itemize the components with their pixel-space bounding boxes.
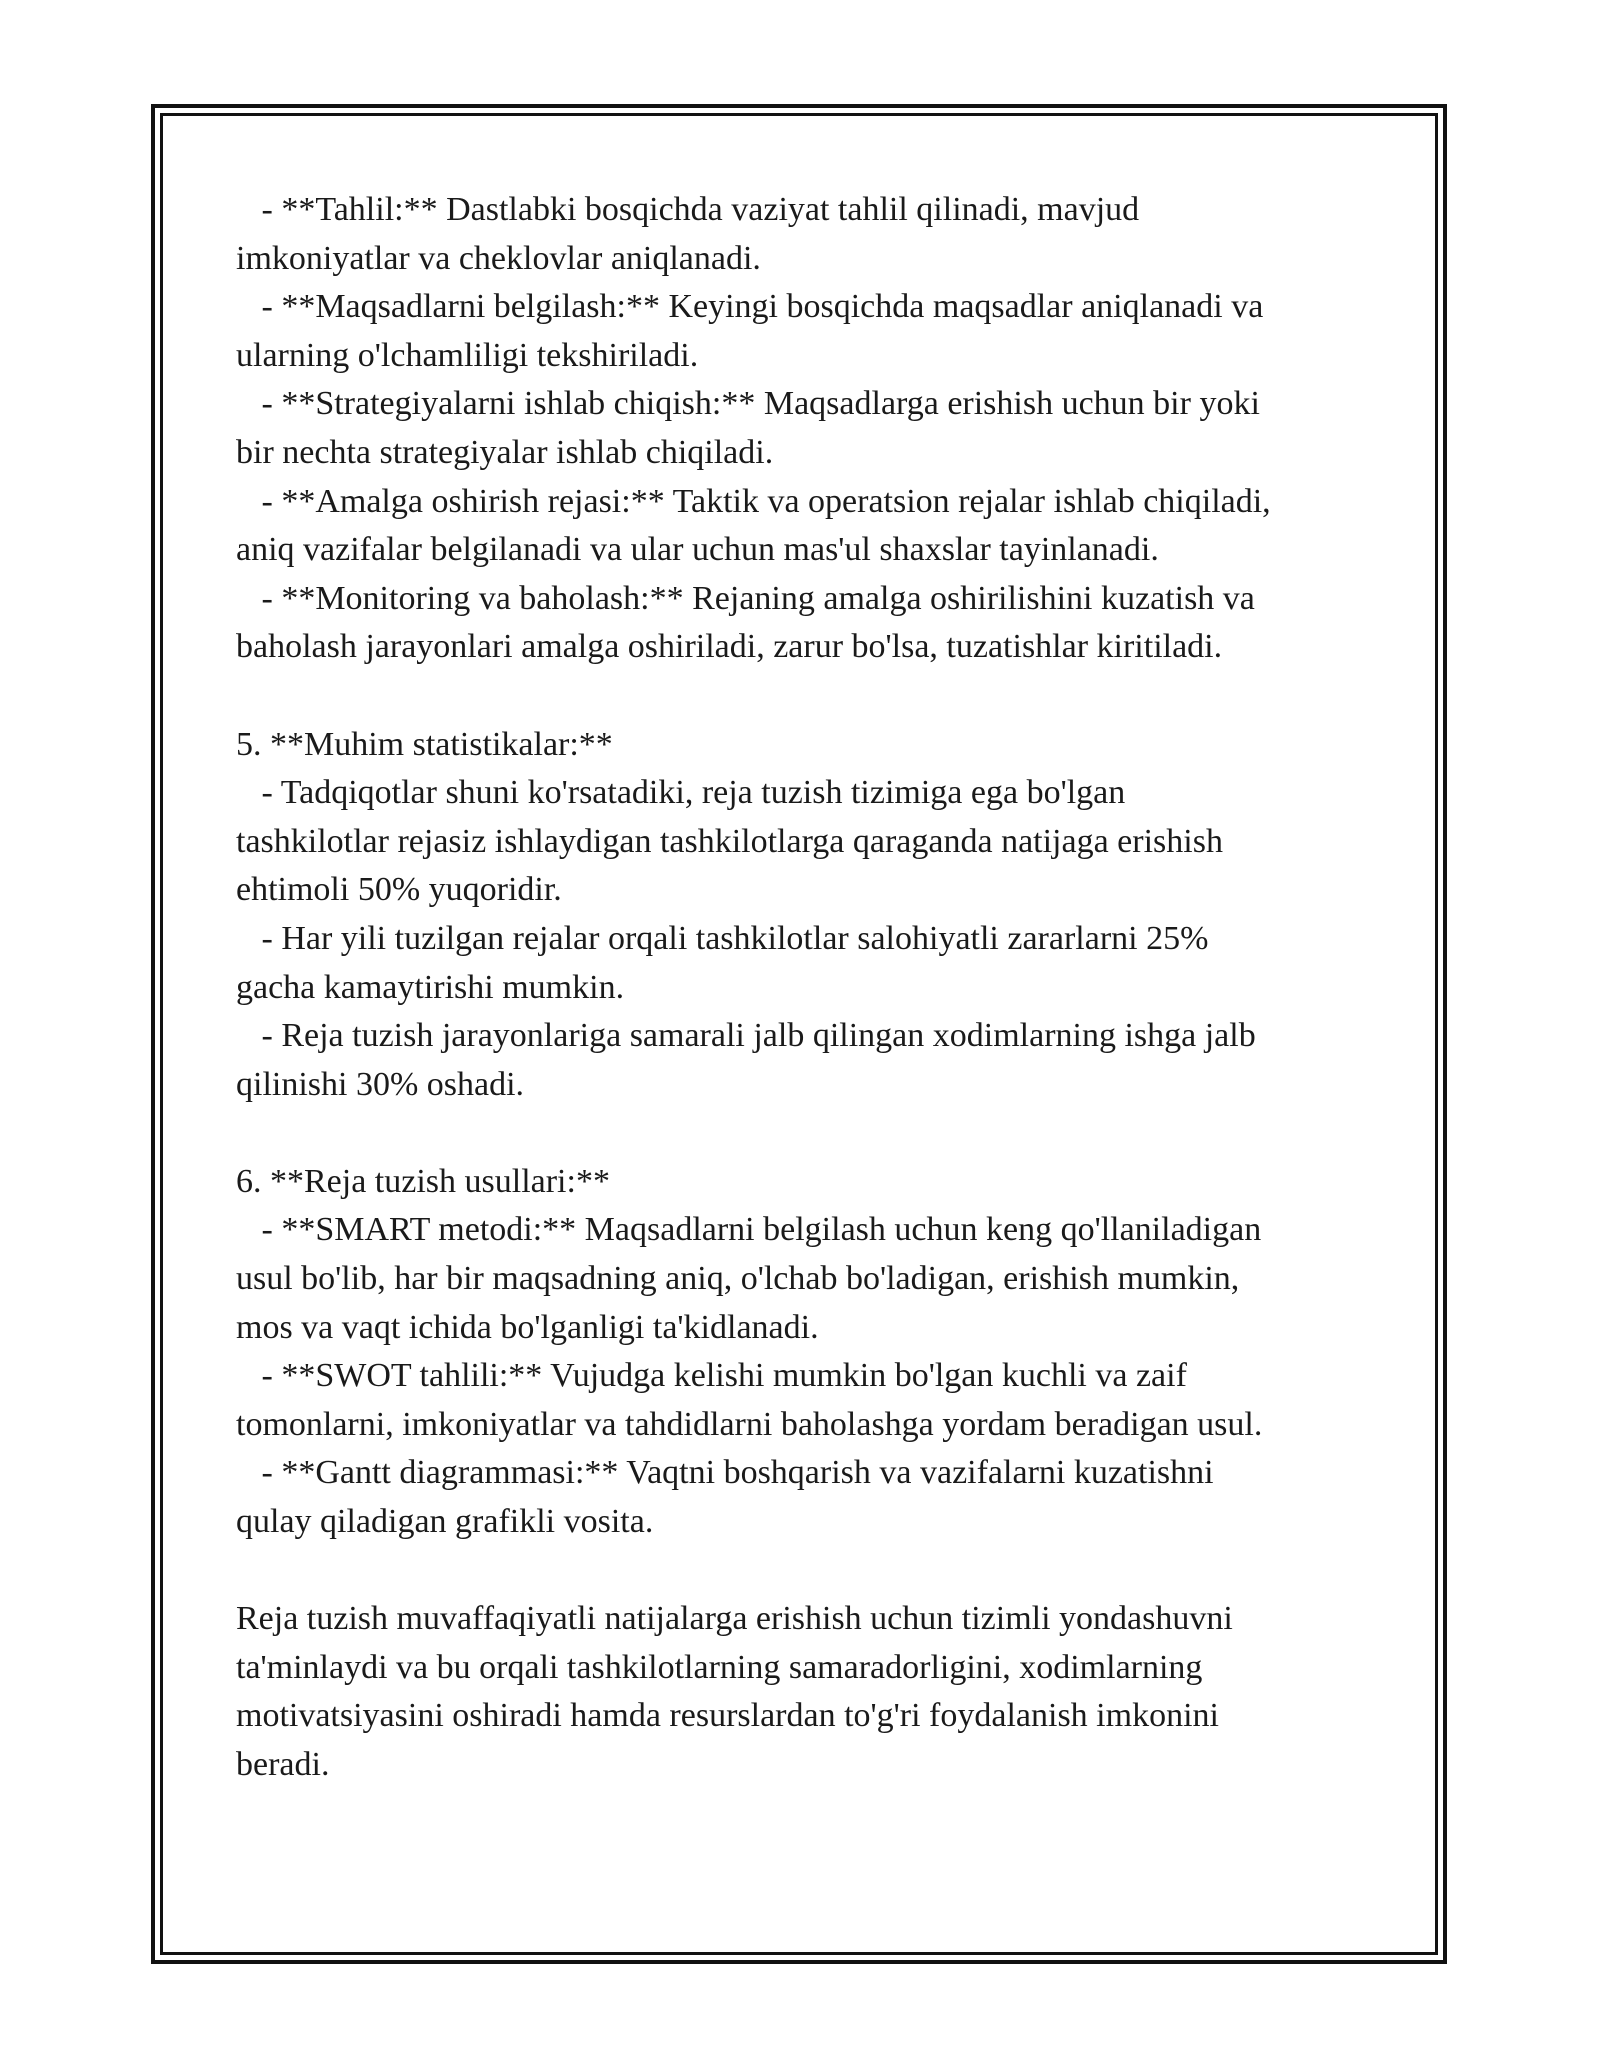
text-line: - Reja tuzish jarayonlariga samarali jalb qilingan xodimlarning ishga jalb xyxy=(236,1017,1256,1055)
text-line: ularning o'lchamliligi tekshiriladi. xyxy=(236,336,699,374)
text-line: baholash jarayonlari amalga oshiriladi, zarur bo'lsa, tuzatishlar kiritiladi. xyxy=(236,628,1223,666)
text-line: usul bo'lib, har bir maqsadning aniq, o'lchab bo'ladigan, erishish mumkin, xyxy=(236,1260,1240,1298)
conclusion-line: Reja tuzish muvaffaqiyatli natijalarga erishish uchun tizimli yondashuvni xyxy=(236,1600,1233,1638)
text-line: - **SWOT tahlili:** Vujudga kelishi mumkin bo'lgan kuchli va zaif xyxy=(236,1357,1187,1395)
document-body xyxy=(236,186,1376,1790)
paragraph-gap xyxy=(236,1547,1376,1596)
text-line: - **Amalga oshirish rejasi:** Taktik va operatsion rejalar ishlab chiqiladi, xyxy=(236,482,1271,520)
text-line: gacha kamaytirishi mumkin. xyxy=(236,968,625,1006)
text-line: - Tadqiqotlar shuni ko'rsatadiki, reja tuzish tizimiga ega bo'lgan xyxy=(236,774,1126,812)
conclusion-line: ta'minlaydi va bu orqali tashkilotlarning samaradorligini, xodimlarning xyxy=(236,1648,1203,1686)
text-line: ehtimoli 50% yuqoridir. xyxy=(236,871,562,909)
text-line: aniq vazifalar belgilanadi va ular uchun mas'ul shaxslar tayinlanadi. xyxy=(236,531,1159,569)
text-line: bir nechta strategiyalar ishlab chiqiladi. xyxy=(236,433,774,471)
text-line: tomonlarni, imkoniyatlar va tahdidlarni baholashga yordam beradigan usul. xyxy=(236,1405,1263,1443)
section-heading: 6. **Reja tuzish usullari:** xyxy=(236,1162,610,1200)
text-line: - **Gantt diagrammasi:** Vaqtni boshqarish va vazifalarni kuzatishni xyxy=(236,1454,1214,1492)
text-line: tashkilotlar rejasiz ishlaydigan tashkilotlarga qaraganda natijaga erishish xyxy=(236,822,1223,860)
text-line: - **Maqsadlarni belgilash:** Keyingi bosqichda maqsadlar aniqlanadi va xyxy=(236,288,1264,326)
text-line: imkoniyatlar va cheklovlar aniqlanadi. xyxy=(236,239,761,277)
paragraph-gap xyxy=(236,1109,1376,1158)
text-line: - **Strategiyalarni ishlab chiqish:** Maqsadlarga erishish uchun bir yoki xyxy=(236,385,1260,423)
conclusion-line: beradi. xyxy=(236,1746,330,1783)
text-line: mos va vaqt ichida bo'lganligi ta'kidlanadi. xyxy=(236,1308,819,1346)
text-line: - **Tahlil:** Dastlabki bosqichda vaziyat tahlil qilinadi, mavjud xyxy=(236,191,1140,228)
conclusion-line: motivatsiyasini oshiradi hamda resurslardan to'g'ri foydalanish imkonini xyxy=(236,1697,1219,1735)
text-line: - Har yili tuzilgan rejalar orqali tashkilotlar salohiyatli zararlarni 25% xyxy=(236,919,1209,957)
section-heading: 5. **Muhim statistikalar:** xyxy=(236,725,613,763)
text-line: - **SMART metodi:** Maqsadlarni belgilash uchun keng qo'llaniladigan xyxy=(236,1211,1262,1249)
text-line: - **Monitoring va baholash:** Rejaning amalga oshirilishini kuzatish va xyxy=(236,579,1255,617)
text-line: qulay qiladigan grafikli vosita. xyxy=(236,1503,654,1541)
text-line: qilinishi 30% oshadi. xyxy=(236,1065,525,1103)
paragraph-gap xyxy=(236,672,1376,721)
